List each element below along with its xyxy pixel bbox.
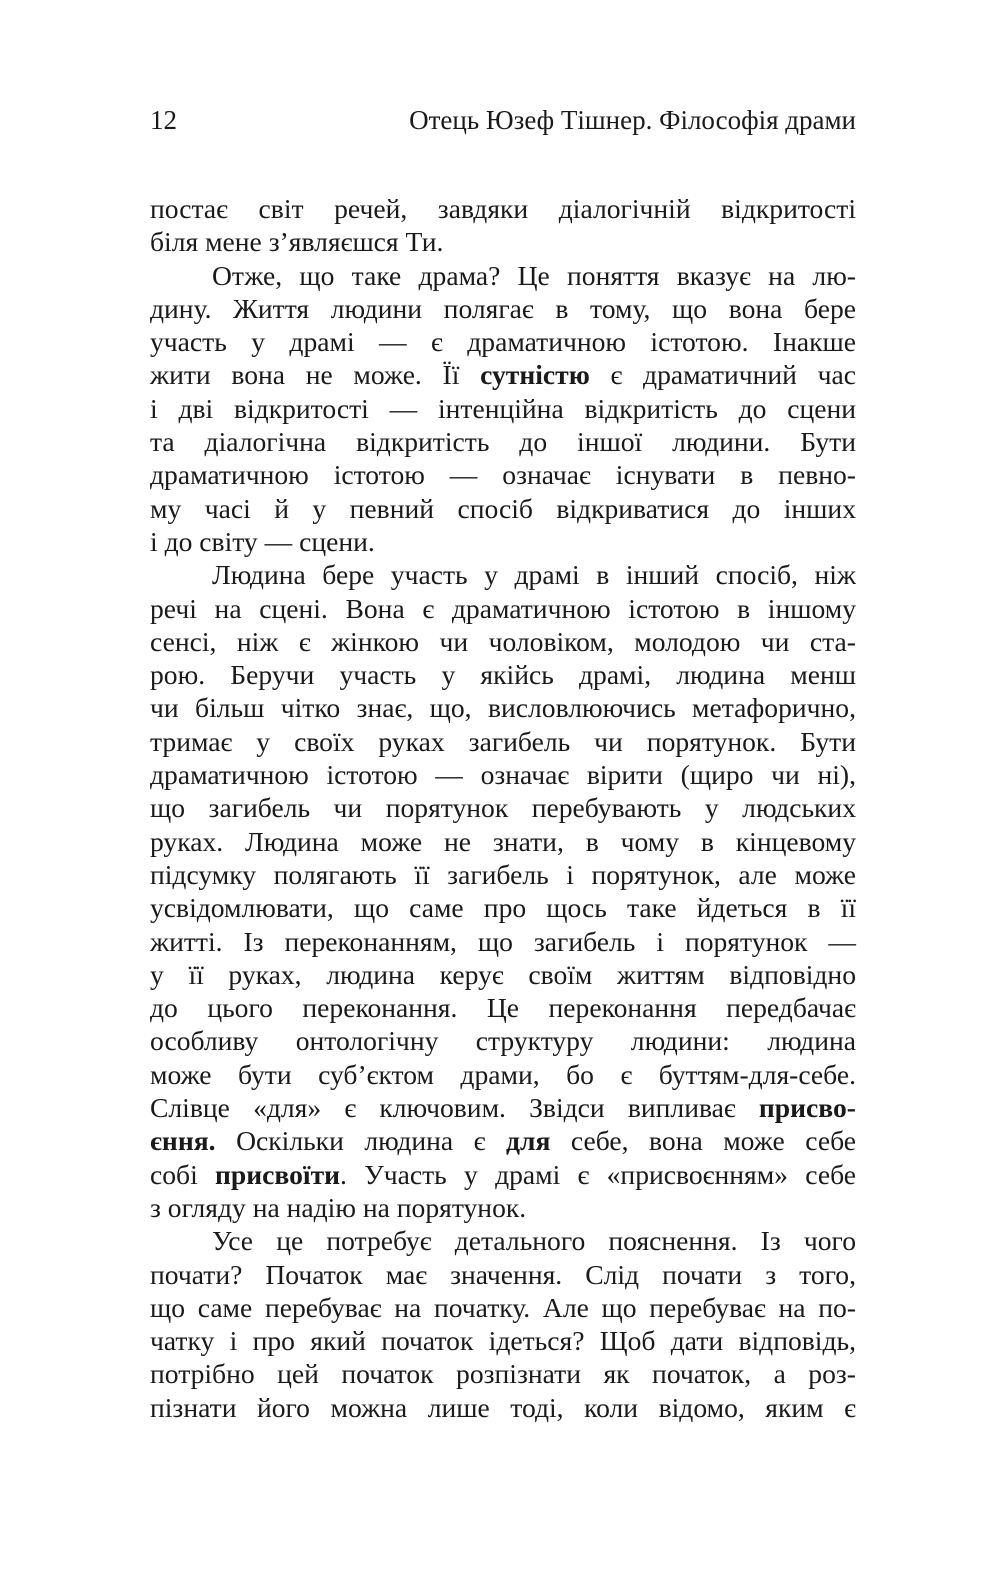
text-line: Отже, що таке драма? Це поняття вказує на лю- bbox=[212, 259, 856, 291]
paragraph bbox=[150, 259, 856, 559]
text-line: у її руках, людина керує своїм життям відповідно bbox=[150, 958, 856, 990]
text-line: може бути суб’єктом драми, бо є буттям-для-себе. bbox=[150, 1058, 856, 1090]
text-run: жити вона не може. Її bbox=[150, 359, 481, 391]
text-line: що саме перебуває на початку. Але що перебуває на по- bbox=[150, 1291, 856, 1323]
text-line: усвідомлювати, що саме про щось таке йдеться в її bbox=[150, 892, 856, 924]
text-run: Слівце «для» є ключовим. Звідси випливає bbox=[150, 1092, 759, 1124]
text-run: собі bbox=[150, 1158, 216, 1190]
text-line: сенсі, ніж є жінкою чи чоловіком, молодою чи ста- bbox=[150, 625, 856, 657]
body-text bbox=[150, 192, 856, 1424]
bold-term: сутністю bbox=[480, 359, 590, 391]
text-line: житті. Із переконанням, що загибель і порятунок — bbox=[150, 925, 856, 957]
text-line bbox=[150, 1158, 856, 1191]
text-line: Людина бере участь у драмі в інший спосіб, ніж bbox=[212, 559, 856, 591]
text-line: та діалогічна відкритість до іншої людини. Бути bbox=[150, 426, 856, 458]
text-line: постає світ речей, завдяки діалогічній відкритості bbox=[150, 193, 856, 224]
text-line: рою. Беручи участь у якійсь драмі, людина менш bbox=[150, 659, 856, 691]
page-number: 12 bbox=[150, 105, 177, 135]
text-line: біля мене з’являєшся Ти. bbox=[150, 226, 444, 258]
paragraph bbox=[150, 558, 856, 1224]
bold-term: єння. bbox=[150, 1125, 216, 1157]
text-run: . Участь у драмі є «присвоєнням» себе bbox=[340, 1158, 856, 1190]
paragraph bbox=[150, 192, 856, 259]
text-line: чи більш чітко знає, що, висловлюючись метафорично, bbox=[150, 692, 856, 724]
bold-term: для bbox=[506, 1125, 551, 1157]
text-run: є драматичний час bbox=[589, 359, 856, 391]
text-run: Оскільки людина є bbox=[215, 1125, 507, 1157]
text-line: речі на сцені. Вона є драматичною істотою в іншому bbox=[150, 592, 856, 624]
running-title: Отець Юзеф Тішнер. Філософія драми bbox=[409, 105, 856, 135]
running-head bbox=[150, 104, 856, 136]
text-line: участь у драмі — є драматичною істотою. Інакше bbox=[150, 326, 856, 358]
text-line bbox=[150, 1091, 856, 1124]
text-line: що загибель чи порятунок перебувають у людських bbox=[150, 792, 856, 824]
text-line: до цього переконання. Це переконання передбачає bbox=[150, 992, 856, 1024]
text-line: і дві відкритості — інтенційна відкритість до сцени bbox=[150, 392, 856, 424]
text-line: особливу онтологічну структуру людини: людина bbox=[150, 1025, 856, 1057]
bold-term: присвоїти bbox=[215, 1158, 341, 1190]
text-line: і до світу — сцени. bbox=[150, 525, 375, 557]
text-line: тримає у своїх руках загибель чи порятунок. Бути bbox=[150, 725, 856, 757]
text-line: Усе це потребує детального пояснення. Із чого bbox=[212, 1225, 856, 1257]
text-line: дину. Життя людини полягає в тому, що вона бере bbox=[150, 292, 856, 324]
text-line bbox=[150, 358, 856, 391]
text-line: почати? Початок має значення. Слід почати з того, bbox=[150, 1258, 856, 1290]
text-line: пізнати його можна лише тоді, коли відомо, яким є bbox=[150, 1391, 856, 1423]
text-line: підсумку полягають її загибель і порятунок, але може bbox=[150, 858, 856, 890]
text-line: чатку і про який початок ідеться? Щоб дати відповідь, bbox=[150, 1325, 856, 1357]
text-line: потрібно цей початок розпізнати як початок, а роз- bbox=[150, 1358, 856, 1390]
text-line bbox=[150, 1124, 856, 1157]
text-line: драматичною істотою — означає існувати в певно- bbox=[150, 459, 856, 491]
text-line: з огляду на надію на порятунок. bbox=[150, 1191, 527, 1223]
bold-term: присво- bbox=[758, 1092, 856, 1124]
text-line: му часі й у певний спосіб відкриватися до інших bbox=[150, 492, 856, 524]
text-run: себе, вона може себе bbox=[550, 1125, 856, 1157]
text-line: руках. Людина може не знати, в чому в кінцевому bbox=[150, 825, 856, 857]
paragraph bbox=[150, 1224, 856, 1424]
text-line: драматичною істотою — означає вірити (щиро чи ні), bbox=[150, 759, 856, 791]
